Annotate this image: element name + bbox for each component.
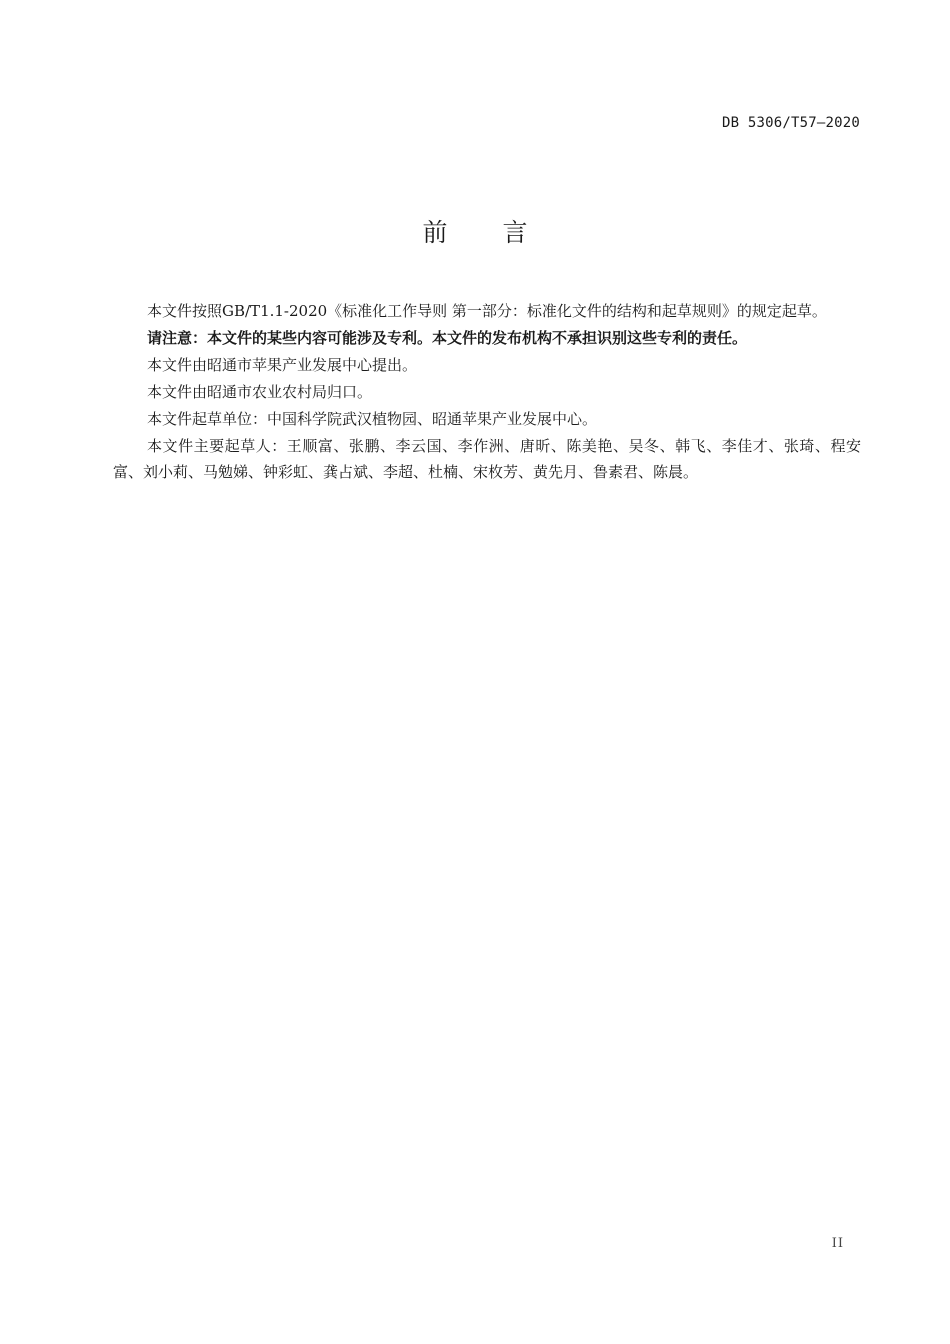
paragraph-drafting-units: 本文件起草单位：中国科学院武汉植物园、昭通苹果产业发展中心。 bbox=[147, 410, 598, 428]
page-number: II bbox=[831, 1236, 844, 1251]
paragraph-proposer: 本文件由昭通市苹果产业发展中心提出。 bbox=[147, 356, 418, 374]
document-code: DB 5306/T57—2020 bbox=[721, 115, 860, 131]
paragraph-drafting-rules: 本文件按照GB/T1.1-2020《标准化工作导则 第一部分：标准化文件的结构和起草规则》的规定起草。 bbox=[147, 302, 827, 320]
paragraph-drafters: 本文件主要起草人：王顺富、张鹏、李云国、李作洲、唐昕、陈美艳、吴冬、韩飞、李佳才、张琦、程安富、刘小莉、马勉娣、钟彩虹、龚占斌、李超、杜楠、宋枚芳、黄先月、鲁素君、陈晨。 bbox=[113, 437, 861, 481]
foreword-body bbox=[113, 298, 861, 486]
paragraph-patent-notice: 请注意：本文件的某些内容可能涉及专利。本文件的发布机构不承担识别这些专利的责任。 bbox=[147, 329, 748, 347]
page-title: 前言 bbox=[422, 218, 583, 247]
paragraph-administrator: 本文件由昭通市农业农村局归口。 bbox=[147, 383, 373, 401]
